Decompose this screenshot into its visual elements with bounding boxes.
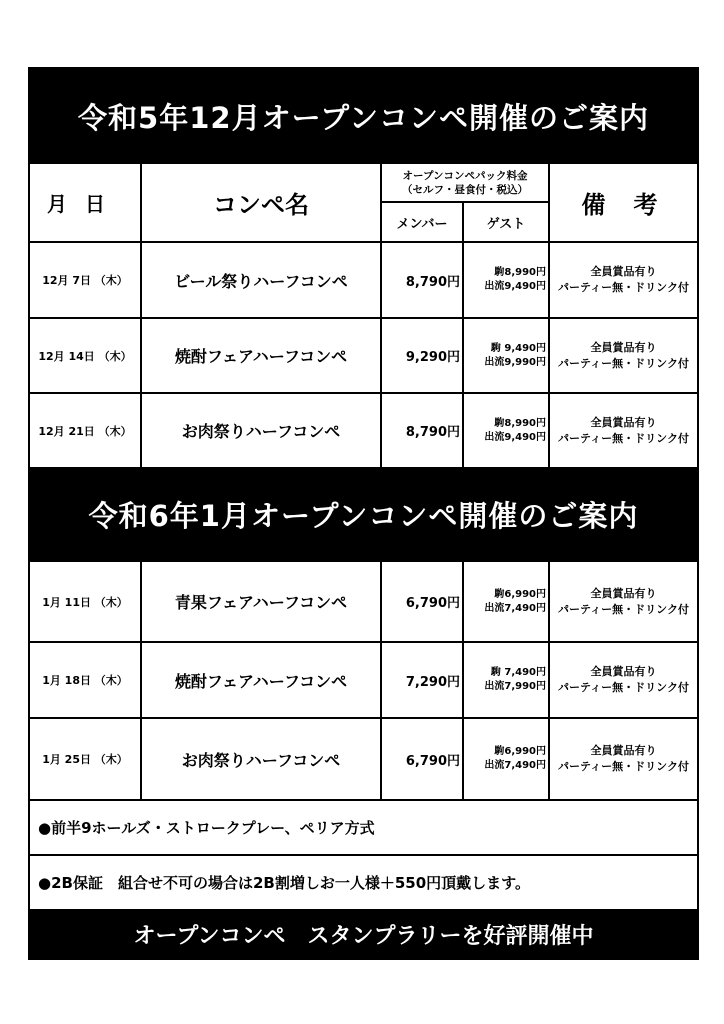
row-note (550, 243, 697, 317)
row-member-price: 7,290円 (382, 643, 464, 717)
header-date: 月日 (30, 164, 142, 241)
row-guest-price (464, 394, 550, 467)
row-guest-price (464, 319, 550, 392)
header-pack-line1: オープンコンペパック料金 (402, 169, 528, 182)
note-prize: 全員賞品有り (590, 340, 657, 354)
row-date: 12月 14日 （木） (30, 319, 142, 392)
guest-price-koma: 駒8,990円 (494, 417, 546, 429)
note-party: パーティー無・ドリンク付 (558, 602, 689, 616)
note-party: パーティー無・ドリンク付 (558, 281, 689, 294)
row-note (550, 319, 697, 392)
note-prize: 全員賞品有り (590, 586, 657, 600)
header-pack-price (382, 164, 550, 201)
row-name: お肉祭りハーフコンペ (142, 394, 382, 467)
guest-price-izuru: 出流7,490円 (484, 602, 546, 614)
row-note (550, 643, 697, 717)
row-note (550, 719, 697, 799)
guest-price-koma: 駒 9,490円 (490, 342, 546, 354)
section2-title: 令和6年1月オープンコンペ開催のご案内 (30, 467, 697, 562)
table-row (30, 392, 697, 467)
row-member-price: 8,790円 (382, 394, 464, 467)
row-member-price: 8,790円 (382, 243, 464, 317)
row-date: 12月 7日 （木） (30, 243, 142, 317)
row-member-price: 6,790円 (382, 562, 464, 641)
row-guest-price (464, 243, 550, 317)
row-member-price: 9,290円 (382, 319, 464, 392)
header-member: メンバー (382, 201, 464, 241)
section1-title: 令和5年12月オープンコンペ開催のご案内 (30, 69, 697, 164)
row-guest-price (464, 719, 550, 799)
note-line-format: ●前半9ホールズ・ストロークプレー、ペリア方式 (30, 799, 697, 854)
note-prize: 全員賞品有り (590, 665, 657, 678)
row-member-price: 6,790円 (382, 719, 464, 799)
row-guest-price (464, 643, 550, 717)
stamp-rally-banner: オープンコンペ スタンプラリーを好評開催中 (30, 909, 697, 960)
note-party: パーティー無・ドリンク付 (558, 681, 689, 694)
flyer (28, 67, 699, 960)
guest-price-izuru: 出流9,490円 (484, 281, 546, 292)
header-name: コンペ名 (142, 164, 382, 241)
row-note (550, 562, 697, 641)
note-prize: 全員賞品有り (590, 265, 657, 278)
row-date: 1月 18日 （木） (30, 643, 142, 717)
guest-price-koma: 駒8,990円 (494, 267, 546, 278)
note-prize: 全員賞品有り (590, 744, 657, 757)
guest-price-koma: 駒6,990円 (494, 588, 546, 600)
row-date: 12月 21日 （木） (30, 394, 142, 467)
guest-price-koma: 駒6,990円 (494, 746, 546, 757)
table-row (30, 317, 697, 392)
table-row (30, 241, 697, 317)
header-guest: ゲスト (464, 201, 550, 241)
row-date: 1月 25日 （木） (30, 719, 142, 799)
row-name: お肉祭りハーフコンペ (142, 719, 382, 799)
note-party: パーティー無・ドリンク付 (558, 760, 689, 773)
row-note (550, 394, 697, 467)
header-note: 備考 (581, 191, 686, 219)
table-header (30, 164, 697, 241)
row-name: 青果フェアハーフコンペ (142, 562, 382, 641)
note-prize: 全員賞品有り (590, 415, 657, 429)
row-guest-price (464, 562, 550, 641)
guest-price-koma: 駒 7,490円 (490, 667, 546, 678)
row-date: 1月 11日 （木） (30, 562, 142, 641)
note-party: パーティー無・ドリンク付 (558, 356, 689, 370)
row-name: ビール祭りハーフコンペ (142, 243, 382, 317)
table-row (30, 562, 697, 641)
guest-price-izuru: 出流9,490円 (484, 431, 546, 443)
row-name: 焼酎フェアハーフコンペ (142, 643, 382, 717)
note-party: パーティー無・ドリンク付 (558, 431, 689, 445)
guest-price-izuru: 出流9,990円 (484, 356, 546, 368)
table-row (30, 717, 697, 799)
note-line-guarantee: ●2B保証 組合せ不可の場合は2B割増しお一人様＋550円頂戴します。 (30, 854, 697, 909)
guest-price-izuru: 出流7,990円 (484, 681, 546, 692)
header-pack-line2: （セルフ・昼食付・税込） (402, 183, 528, 196)
row-name: 焼酎フェアハーフコンペ (142, 319, 382, 392)
table-row (30, 641, 697, 717)
guest-price-izuru: 出流7,490円 (484, 760, 546, 771)
